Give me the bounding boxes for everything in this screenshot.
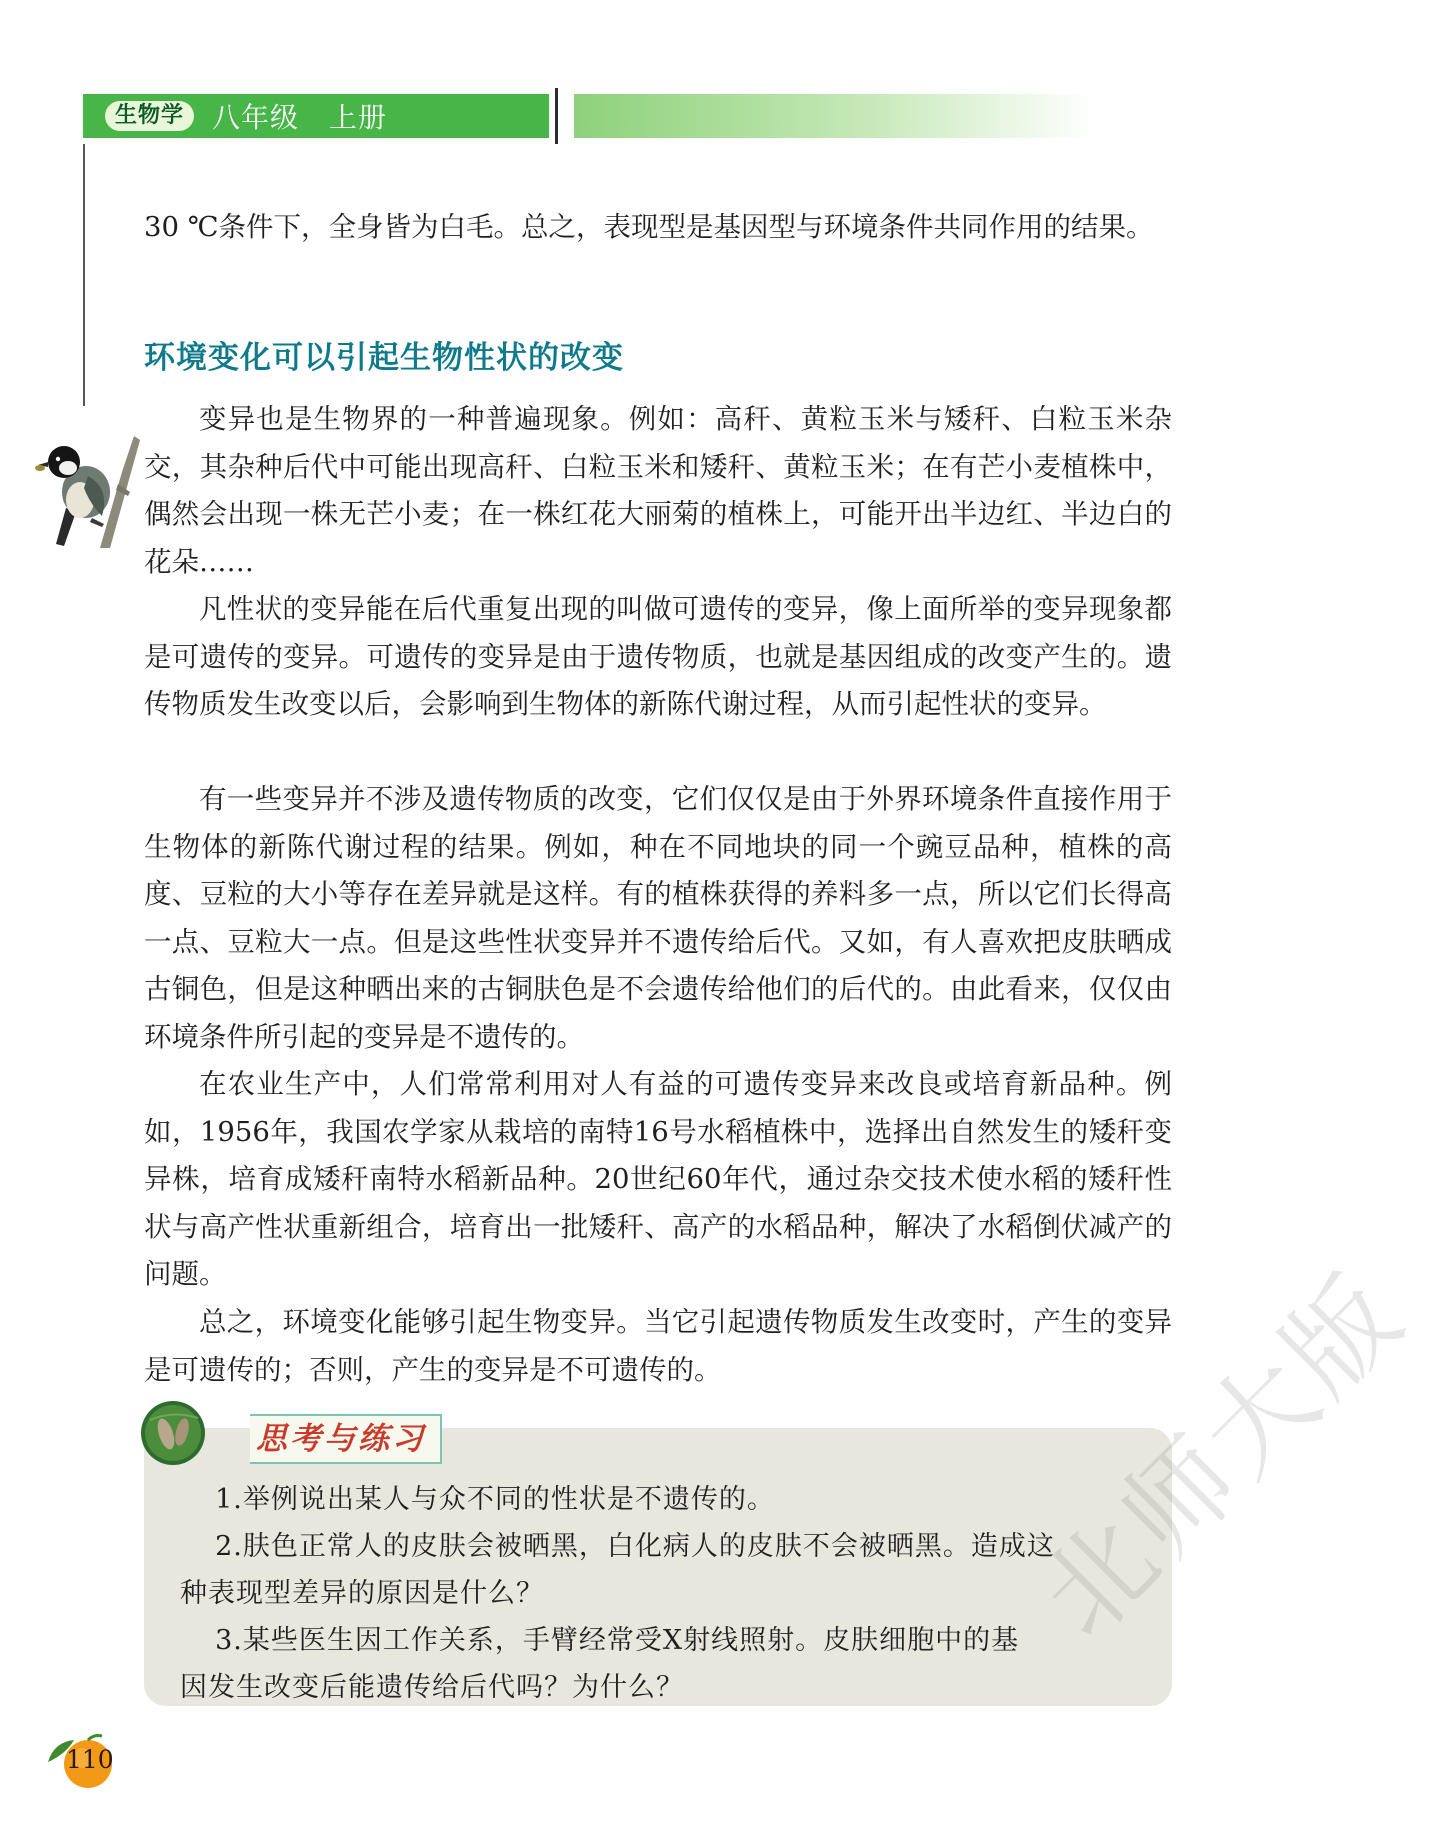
practice-question-3-line2: 因发生改变后能遗传给后代吗？为什么？	[180, 1672, 684, 1703]
section-heading: 环境变化可以引起生物性状的改变	[144, 340, 624, 376]
volume-label: 上册	[329, 101, 388, 134]
paragraph-variation-examples: 变异也是生物界的一种普遍现象。例如：高秆、黄粒玉米与矮秆、白粒玉米杂交，其杂种后代中可能出现高秆、白粒玉米和矮秆、黄粒玉米；在有芒小麦植株中，偶然会出现一株无芒小麦；在一株红花大丽菊的植株上，可能开出半边红、半边白的花朵……	[144, 403, 1172, 578]
page-number: 110	[66, 1745, 114, 1774]
publisher-watermark: 北师大版	[1017, 1250, 1429, 1662]
header-banner	[83, 94, 549, 138]
margin-rule	[83, 144, 85, 406]
paragraph-summary: 总之，环境变化能够引起生物变异。当它引起遗传物质发生改变时，产生的变异是可遗传的；否则，产生的变异是不可遗传的。	[144, 1306, 1172, 1386]
bird-illustration	[30, 432, 136, 548]
paragraph-non-heritable-variation: 有一些变异并不涉及遗传物质的改变，它们仅仅是由于外界环境条件直接作用于生物体的新陈代谢过程的结果。例如，种在不同地块的同一个豌豆品种，植株的高度、豆粒的大小等存在差异就是这样。有的植株获得的养料多一点，所以它们长得高一点、豆粒大一点。但是这些性状变异并不遗传给后代。又如，有人喜欢把皮肤晒成古铜色，但是这种晒出来的古铜肤色是不会遗传给他们的后代的。由此看来，仅仅由环境条件所引起的变异是不遗传的。	[144, 783, 1172, 1053]
grade-label: 八年级	[212, 101, 300, 134]
paragraph-agriculture: 在农业生产中，人们常常利用对人有益的可遗传变异来改良或培育新品种。例如，1956年，我国农学家从栽培的南特16号水稻植株中，选择出自然发生的矮秆变异株，培育成矮秆南特水稻新品种。20世纪60年代，通过杂交技术使水稻的矮秆性状与高产性状重新组合，培育出一批矮秆、高产的水稻品种，解决了水稻倒伏减产的问题。	[144, 1068, 1172, 1290]
practice-question-3-line1: 3.某些医生因工作关系，手臂经常受X射线照射。皮肤细胞中的基	[215, 1625, 1020, 1656]
continuation-paragraph: 30 ℃条件下，全身皆为白毛。总之，表现型是基因型与环境条件共同作用的结果。	[144, 211, 1154, 243]
header-gradient-bar	[574, 94, 1094, 138]
practice-question-2-line2: 种表现型差异的原因是什么？	[180, 1578, 544, 1609]
practice-question-2-line1: 2.肤色正常人的皮肤会被晒黑，白化病人的皮肤不会被晒黑。造成这	[215, 1531, 1055, 1562]
practice-question-1: 1.举例说出某人与众不同的性状是不遗传的。	[215, 1484, 775, 1515]
header-divider	[555, 88, 558, 144]
paragraph-heritable-variation: 凡性状的变异能在后代重复出现的叫做可遗传的变异，像上面所举的变异现象都是可遗传的变异。可遗传的变异是由于遗传物质，也就是基因组成的改变产生的。遗传物质发生改变以后，会影响到生物体的新陈代谢过程，从而引起性状的变异。	[144, 593, 1172, 720]
subject-badge: 生物学	[105, 101, 194, 131]
practice-title: 思考与练习	[250, 1414, 442, 1464]
practice-badge-icon	[140, 1400, 206, 1466]
